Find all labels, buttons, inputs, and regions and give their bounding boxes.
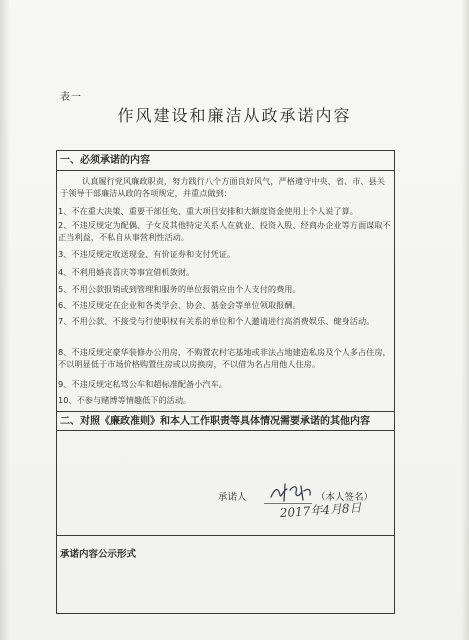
commitment-item: 4、不利用婚丧喜庆等事宜借机敛财。 — [58, 267, 195, 277]
commitment-item: 6、不违反规定在企业和各类学会、协会、基金会等单位领取报酬。 — [58, 300, 301, 310]
section1-intro: 认真履行党风廉政职责，努力践行八个方面良好风气，严格遵守中央、省、市、县关于领导干部廉洁从政的各项规定，并重点做到： — [60, 176, 385, 198]
section1-heading: 一、必须承诺的内容 — [57, 151, 394, 171]
commitment-item: 8、不违反规定豪华装修办公用房，不购置农村宅基地或非法占地建造私房及个人多占住房，不以明显低于市场价格购置住房或以房换房，不以借为名占用他人住房。 — [58, 347, 391, 369]
commitment-item: 7、不用公款、不接受与行使职权有关系的单位和个人邀请进行高消费娱乐、健身活动。 — [58, 316, 375, 326]
publicity-label: 承诺内容公示形式 — [60, 549, 137, 560]
commitment-item: 2、不违反规定为配偶、子女及其他特定关系人在就业、投资入股、经商办企业等方面谋取不正当利益，不私自从事营利性活动。 — [58, 220, 391, 242]
commitment-item: 1、不在重大决策、重要干部任免、重大项目安排和大额度资金使用上个人说了算。 — [58, 206, 358, 216]
commitment-item: 5、不用公款报销或到管理和服务的单位报销应由个人支付的费用。 — [58, 284, 301, 294]
section2-heading: 二、对照《廉政准则》和本人工作职责等具体情况需要承诺的其他内容 — [57, 411, 394, 431]
signature-note: （本人签名） — [316, 492, 374, 503]
signature-date: 2017年4月8日 — [279, 500, 362, 521]
table-divider — [57, 535, 394, 536]
document-title: 作风建设和廉洁从政承诺内容 — [117, 106, 352, 125]
commitment-item: 3、不违反规定收送现金、有价证券和支付凭证。 — [58, 249, 236, 259]
commitment-item: 10、不参与赌博等情趣低下的活动。 — [58, 395, 192, 405]
commitment-item: 9、不违反规定私驾公车和超标准配备小汽车。 — [58, 379, 227, 389]
table-label: 表一 — [60, 92, 82, 103]
signer-label: 承诺人 — [218, 492, 247, 503]
